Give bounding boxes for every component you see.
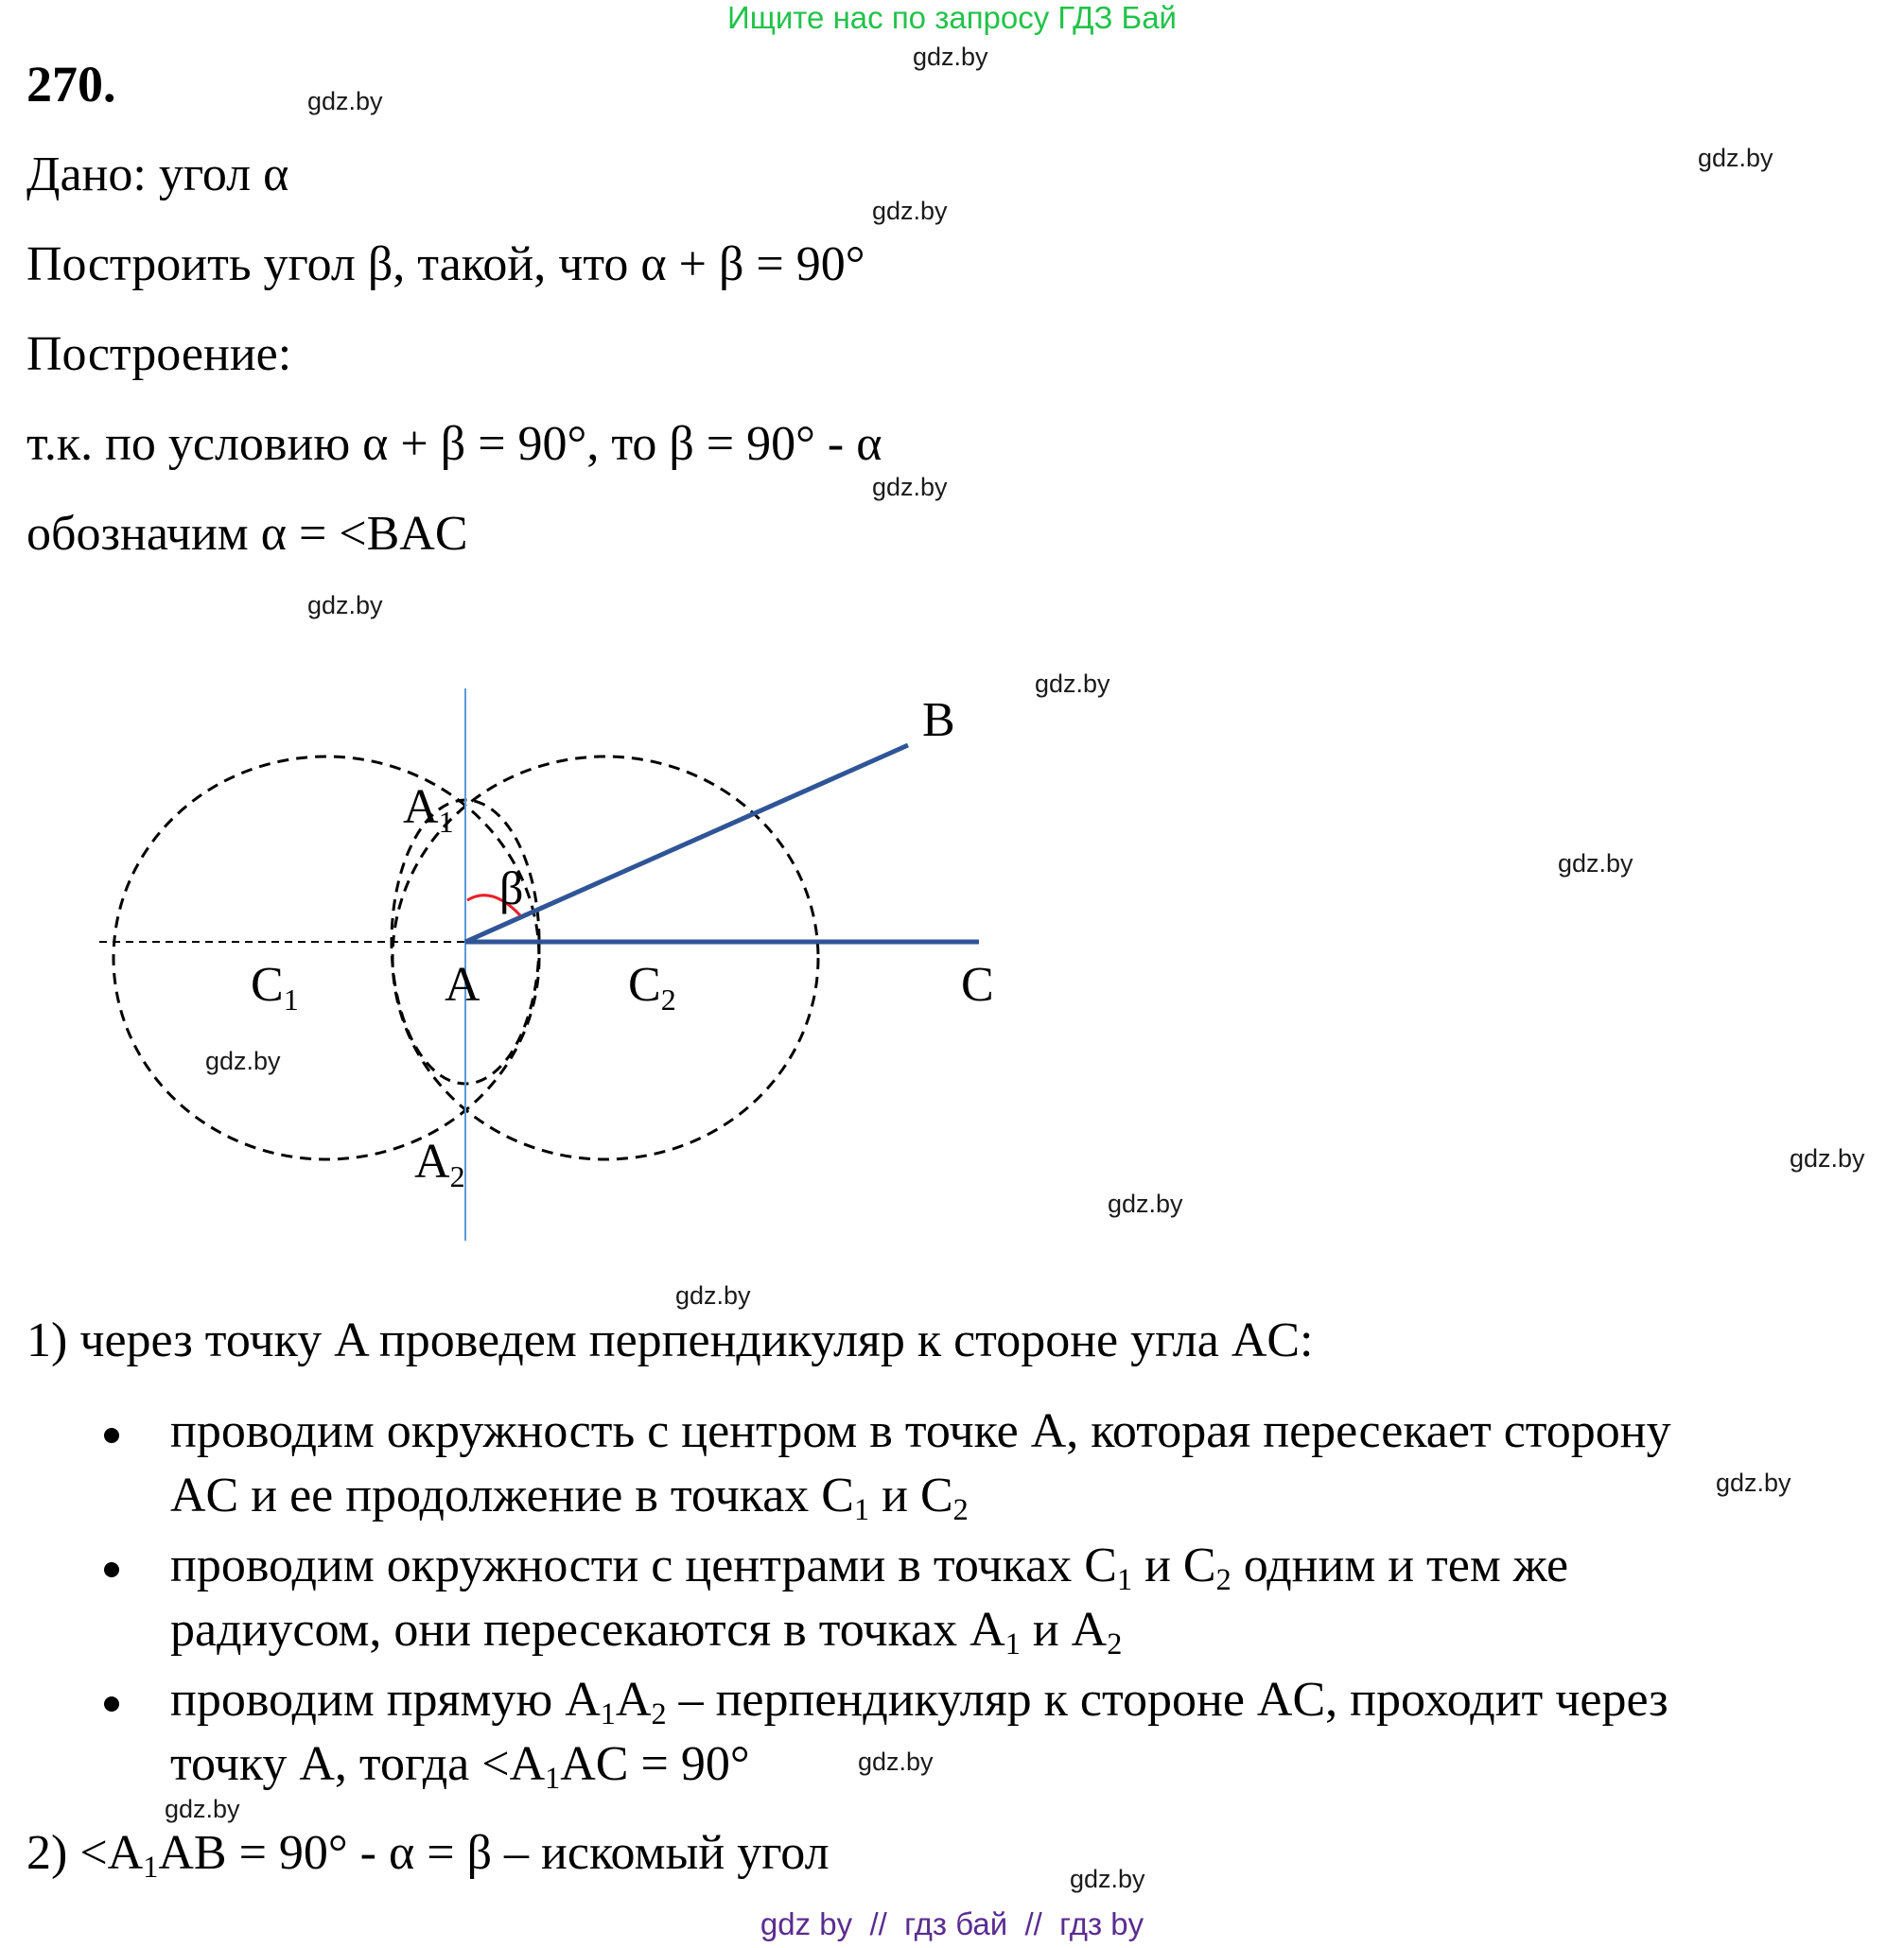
watermark: gdz.by [872, 197, 948, 225]
step2-text: $2) <A_1AB = 90^\circ - \alpha = \beta$ – искомый угол [26, 1826, 830, 1885]
ray-ab [465, 745, 908, 942]
watermark: gdz.by [675, 1281, 751, 1310]
label-b: B [922, 693, 955, 747]
task-text: Построить угол β, такой, что α + β = 90° [26, 237, 865, 291]
watermark: gdz.by [1108, 1190, 1183, 1218]
watermark: gdz.by [1790, 1144, 1865, 1173]
bullet-dot [104, 1696, 119, 1712]
construction-label: Построение: [26, 327, 292, 381]
label-a2: A2 [414, 1135, 465, 1193]
watermark: gdz.by [205, 1047, 281, 1075]
label-beta: β [499, 861, 524, 914]
watermark: gdz.by [858, 1748, 934, 1776]
label-a1: A1 [403, 780, 454, 839]
label-c1: C1 [251, 958, 299, 1017]
footer: gdz by // гдз бай // гдз by [760, 1906, 1144, 1941]
watermark: gdz.by [1070, 1865, 1145, 1893]
watermark: gdz.by [307, 591, 383, 619]
watermark: gdz.by [1035, 670, 1110, 698]
step1-heading: 1) через точку A проведем перпендикуляр к стороне угла AC: [26, 1313, 1314, 1367]
bullet-dot [104, 1562, 119, 1577]
watermark: gdz.by [913, 43, 988, 71]
bullet-3: проводим прямую $A_1A_2$ – перпендикуляр к стороне AC, проходит через точку A, тогда $<A_1AC = 90^\circ$ [170, 1673, 1668, 1796]
watermark: gdz.by [307, 87, 383, 115]
watermark: gdz.by [1558, 849, 1633, 878]
construction-figure [0, 662, 1040, 1258]
given-text: Дано: угол α [26, 148, 289, 201]
label-c: C [961, 958, 994, 1012]
reasoning-text: т.к. по условию α + β = 90°, то β = 90° - α [26, 417, 882, 471]
problem-number: 270. [26, 56, 116, 113]
watermark: gdz.by [165, 1795, 240, 1823]
watermark: gdz.by [872, 473, 948, 501]
bullet-dot [104, 1428, 119, 1443]
label-c2: C2 [628, 958, 676, 1017]
watermark: gdz.by [1698, 144, 1773, 172]
bullet-1: проводим окружность с центром в точке A, которая пересекает сторону AC и ее продолжение в точках $C_1$ и $C_2$ [170, 1404, 1671, 1527]
label-a: A [445, 958, 480, 1012]
watermark: gdz.by [1716, 1469, 1791, 1497]
top-banner: Ищите нас по запросу ГДЗ Бай [727, 0, 1177, 35]
notation-text: обозначим α = <BAC [26, 507, 468, 561]
bullet-2: проводим окружности с центрами в точках $C_1$ и $C_2$ одним и тем же радиусом, они пересекаются в точках $A_1$ и $A_2$ [170, 1539, 1569, 1661]
